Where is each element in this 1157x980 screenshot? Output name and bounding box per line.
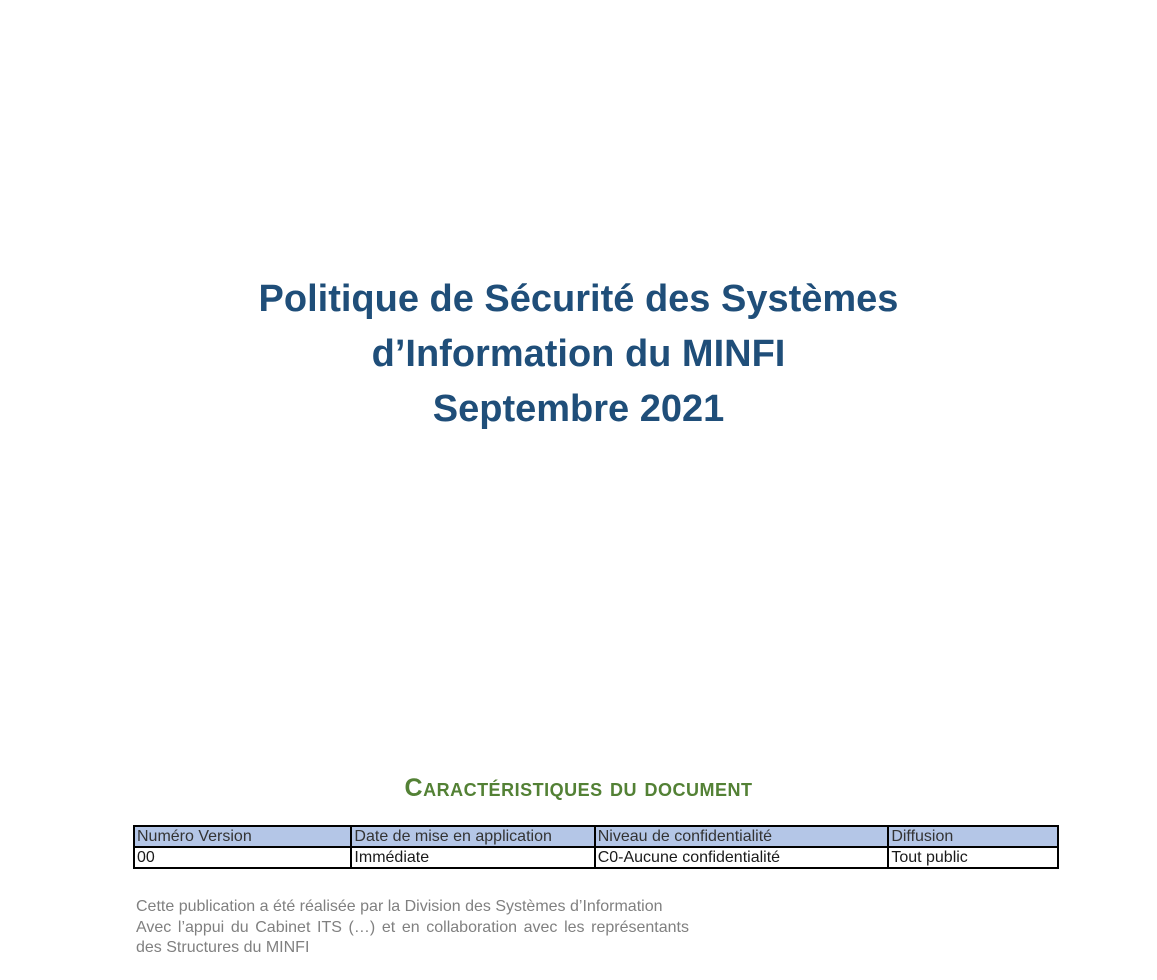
- cell-version: 00: [134, 847, 351, 868]
- cell-confidentiality: C0-Aucune confidentialité: [595, 847, 889, 868]
- title-line-1: Politique de Sécurité des Systèmes: [258, 278, 899, 320]
- cell-diffusion: Tout public: [888, 847, 1058, 868]
- publication-note-line-1: Cette publication a été réalisée par la Division des Systèmes d’Information: [136, 898, 663, 915]
- publication-note-line-2: Avec l’appui du Cabinet ITS (…) et en collaboration avec les représentants des Structures du MINFI: [136, 918, 689, 956]
- document-title: [0, 272, 1157, 437]
- column-header-confidentiality: Niveau de confidentialité: [595, 826, 889, 847]
- column-header-version: Numéro Version: [134, 826, 351, 847]
- column-header-date: Date de mise en application: [351, 826, 594, 847]
- characteristics-heading: Caractéristiques du document: [404, 774, 753, 802]
- column-header-diffusion: Diffusion: [888, 826, 1058, 847]
- table-row: [134, 847, 1058, 868]
- publication-note: [136, 897, 689, 959]
- table-header-row: [134, 826, 1058, 847]
- title-line-2: d’Information du MINFI: [371, 333, 786, 375]
- characteristics-table: [133, 825, 1059, 869]
- cell-date: Immédiate: [351, 847, 594, 868]
- title-date: Septembre 2021: [432, 388, 725, 430]
